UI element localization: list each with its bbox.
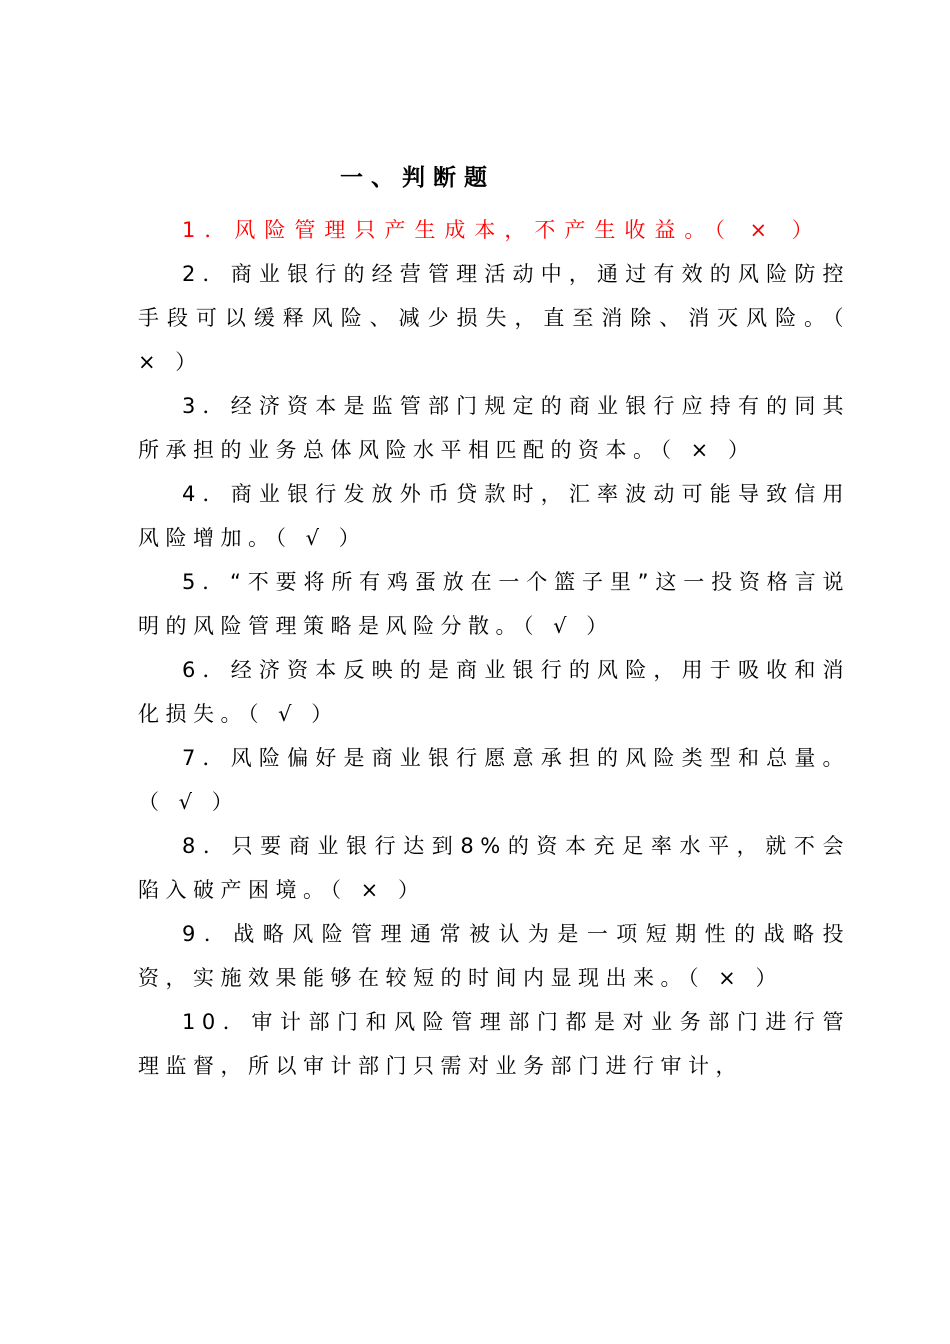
question-item: 1．风险管理只产生成本，不产生收益。（ × ） xyxy=(182,218,822,242)
question-item: 6．经济资本反映的是商业银行的风险，用于吸收和消化损失。（ √ ） xyxy=(138,658,850,726)
question-item: 3．经济资本是监管部门规定的商业银行应持有的同其所承担的业务总体风险水平相匹配的资本。（ × ） xyxy=(138,394,850,462)
question-list xyxy=(138,208,850,1088)
question-item: 5．“不要将所有鸡蛋放在一个篮子里”这一投资格言说明的风险管理策略是风险分散。（ √ ） xyxy=(138,570,850,638)
section-title: 一、判断题 xyxy=(340,165,495,191)
question-item: 9．战略风险管理通常被认为是一项短期性的战略投资，实施效果能够在较短的时间内显现出来。（ × ） xyxy=(138,922,850,990)
question-item: 7．风险偏好是商业银行愿意承担的风险类型和总量。（ √ ） xyxy=(138,746,850,814)
question-item: 4．商业银行发放外币贷款时，汇率波动可能导致信用风险增加。（ √ ） xyxy=(138,482,850,550)
question-item: 2．商业银行的经营管理活动中，通过有效的风险防控手段可以缓释风险、减少损失，直至消除、消灭风险。（ × ） xyxy=(138,262,850,374)
question-item: 10．审计部门和风险管理部门都是对业务部门进行管理监督，所以审计部门只需对业务部门进行审计， xyxy=(138,1010,850,1078)
question-item: 8．只要商业银行达到8%的资本充足率水平，就不会陷入破产困境。（ × ） xyxy=(138,834,850,902)
